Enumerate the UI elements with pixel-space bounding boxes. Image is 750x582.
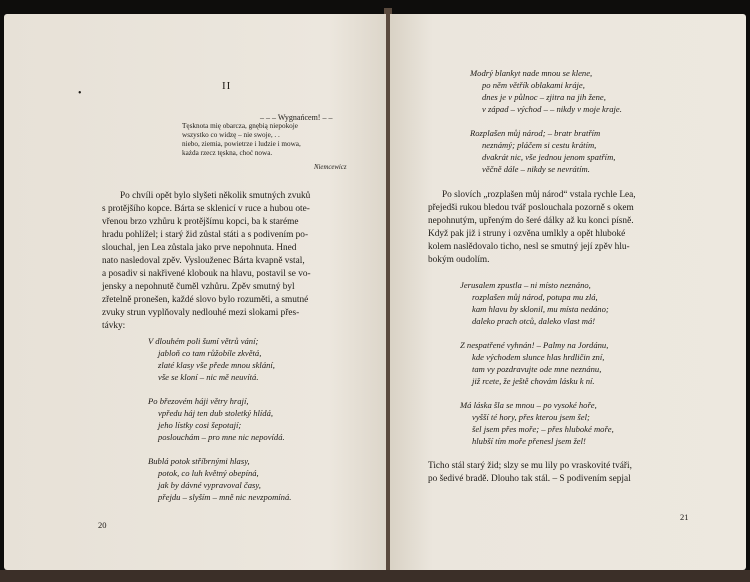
verse-line: Z nespatřené vyhnán! – Palmy na Jordánu, (460, 340, 609, 350)
verse-line: daleko prach otců, daleko vlast má! (472, 316, 596, 326)
verse-line: přejdu – slyším – mně nic nevzpomíná. (158, 492, 292, 502)
prose-line: bokým oudolím. (428, 255, 490, 265)
prose-line: kolem naslědovalo ticho, nesl se smutný její zpěv hlu- (428, 242, 630, 252)
prose-line: Po chvíli opět bylo slyšeti několik smutných zvuků (120, 191, 311, 201)
prose-line: nato nasledoval zpěv. Vyslouženec Bárta kvapně vstal, (102, 256, 305, 266)
prose-line: Po slovích „rozplašen můj národ“ vstala rychle Lea, (442, 190, 636, 200)
epigraph-line: niebo, ziemia, powietrze i ludzie i mowa, (182, 140, 301, 148)
prose-line: vřenou brzo vzhůru k protějšímu kopci, ba k staréme (102, 217, 299, 227)
verse-line: Rozplašen můj národ; – bratr bratřím (470, 128, 601, 138)
verse-line: potok, co luh květný obepíná, (158, 468, 259, 478)
epigraph-author: Niemcewicz (314, 164, 347, 171)
verse-line: již rcete, že ještě chovám lásku k ní. (472, 376, 595, 386)
prose-line: nepohnutým, upřeným do šeré dálky až ku konci písně. (428, 216, 634, 226)
verse-line: Jerusalem zpustla – ni místo neznáno, (460, 280, 591, 290)
epigraph-line: każda rzecz tęskna, choć nowa. (182, 149, 273, 157)
verse-line: Modrý blankyt nade mnou se klene, (470, 68, 593, 78)
epigraph-line: wszystko co widzę – nie swoje, . . (182, 131, 280, 139)
epigraph-heading: – – – Wygnańcem! – – (260, 113, 333, 122)
verse-line: V dlouhém poli šumí větrů vání; (148, 336, 259, 346)
verse-line: jeho lístky cosi šepotají; (158, 420, 242, 430)
verse-line: dvakrát nic, vše jednou jenom spatřím, (482, 152, 616, 162)
page-number: 20 (98, 520, 107, 530)
prose-line: Když pak již i struny i ozvěna umlkly a opět hluboké (428, 229, 626, 239)
right-page (390, 14, 746, 570)
verse-line: vpředu háj ten dub stoletký hlídá, (158, 408, 274, 418)
verse-line: věčně dále – nikdy se nevrátím. (482, 164, 590, 174)
verse-line: zlaté klasy vše přede mnou sklání, (158, 360, 275, 370)
left-page (4, 14, 386, 570)
book-edge (0, 570, 750, 582)
verse-line: kde východem slunce hlas hrdličin zní, (472, 352, 605, 362)
prose-line: hradu pohlížel; i starý žid zůstal státi a s podivením po- (102, 230, 309, 240)
verse-line: Má láska šla se mnou – po vysoké hoře, (460, 400, 597, 410)
prose-line: Ticho stál starý žid; slzy se mu lily po vraskovité tváři, (428, 461, 632, 471)
prose-line: s protějšího kopce. Bárta se sklenicí v ruce a hubou ote- (102, 204, 310, 214)
verse-line: po něm větřík oblakami kráje, (482, 80, 585, 90)
prose-line: přejedši rukou bledou tvář poslouchala pozorně s okem (428, 203, 634, 213)
verse-line: Po březovém háji větry hrají, (148, 396, 249, 406)
verse-line: dnes je v půlnoc – zjitra na jih žene, (482, 92, 606, 102)
verse-line: Bublá potok stříbrnými hlasy, (148, 456, 250, 466)
chapter-heading: II (222, 80, 232, 92)
page-mark: • (78, 88, 82, 99)
verse-line: rozplašen můj národ, potupa mu zlá, (472, 292, 598, 302)
verse-line: poslouchám – pro mne nic nepovídá. (158, 432, 285, 442)
prose-line: a posadiv si nakřivené klobouk na hlavu, postavil se vo- (102, 269, 311, 279)
verse-line: šel jsem přes moře; – přes hluboké moře, (472, 424, 614, 434)
prose-line: távky: (102, 321, 126, 331)
verse-line: neznámý; pláčem si cestu krátím, (482, 140, 597, 150)
verse-line: jak by dávné vypravoval časy, (158, 480, 261, 490)
prose-line: zvuky strun vyplňovaly nedlouhé mezi slokami přes- (102, 308, 300, 318)
verse-line: vyšší té hory, přes kterou jsem šel; (472, 412, 590, 422)
prose-line: jensky a nepohnutě čuměl vzhůru. Zpěv smutný byl (102, 282, 295, 292)
epigraph-line: Tęsknota mię obarcza, gnębią niepokoje (182, 122, 298, 130)
verse-line: tam vy pozdravujte ode mne neznánu, (472, 364, 602, 374)
verse-line: vše se kloní – nic mě neuvítá. (158, 372, 259, 382)
verse-line: v západ – východ – – nikdy v moje kraje. (482, 104, 622, 114)
prose-line: po šedivé bradě. Dlouho tak stál. – S podivením sepjal (428, 474, 631, 484)
prose-line: zřetelně pronešen, každé slovo bylo rozuměti, a smutné (102, 295, 309, 305)
verse-line: jabloň co tam růžobíle zkvětá, (158, 348, 262, 358)
verse-line: kam hlavu by sklonil, mu místa nedáno; (472, 304, 609, 314)
page-number: 21 (680, 512, 689, 522)
prose-line: slouchal, jen Lea zůstala jako prve nepohnuta. Hned (102, 243, 297, 253)
verse-line: hlubší tím moře přenesl jsem žel! (472, 436, 586, 446)
